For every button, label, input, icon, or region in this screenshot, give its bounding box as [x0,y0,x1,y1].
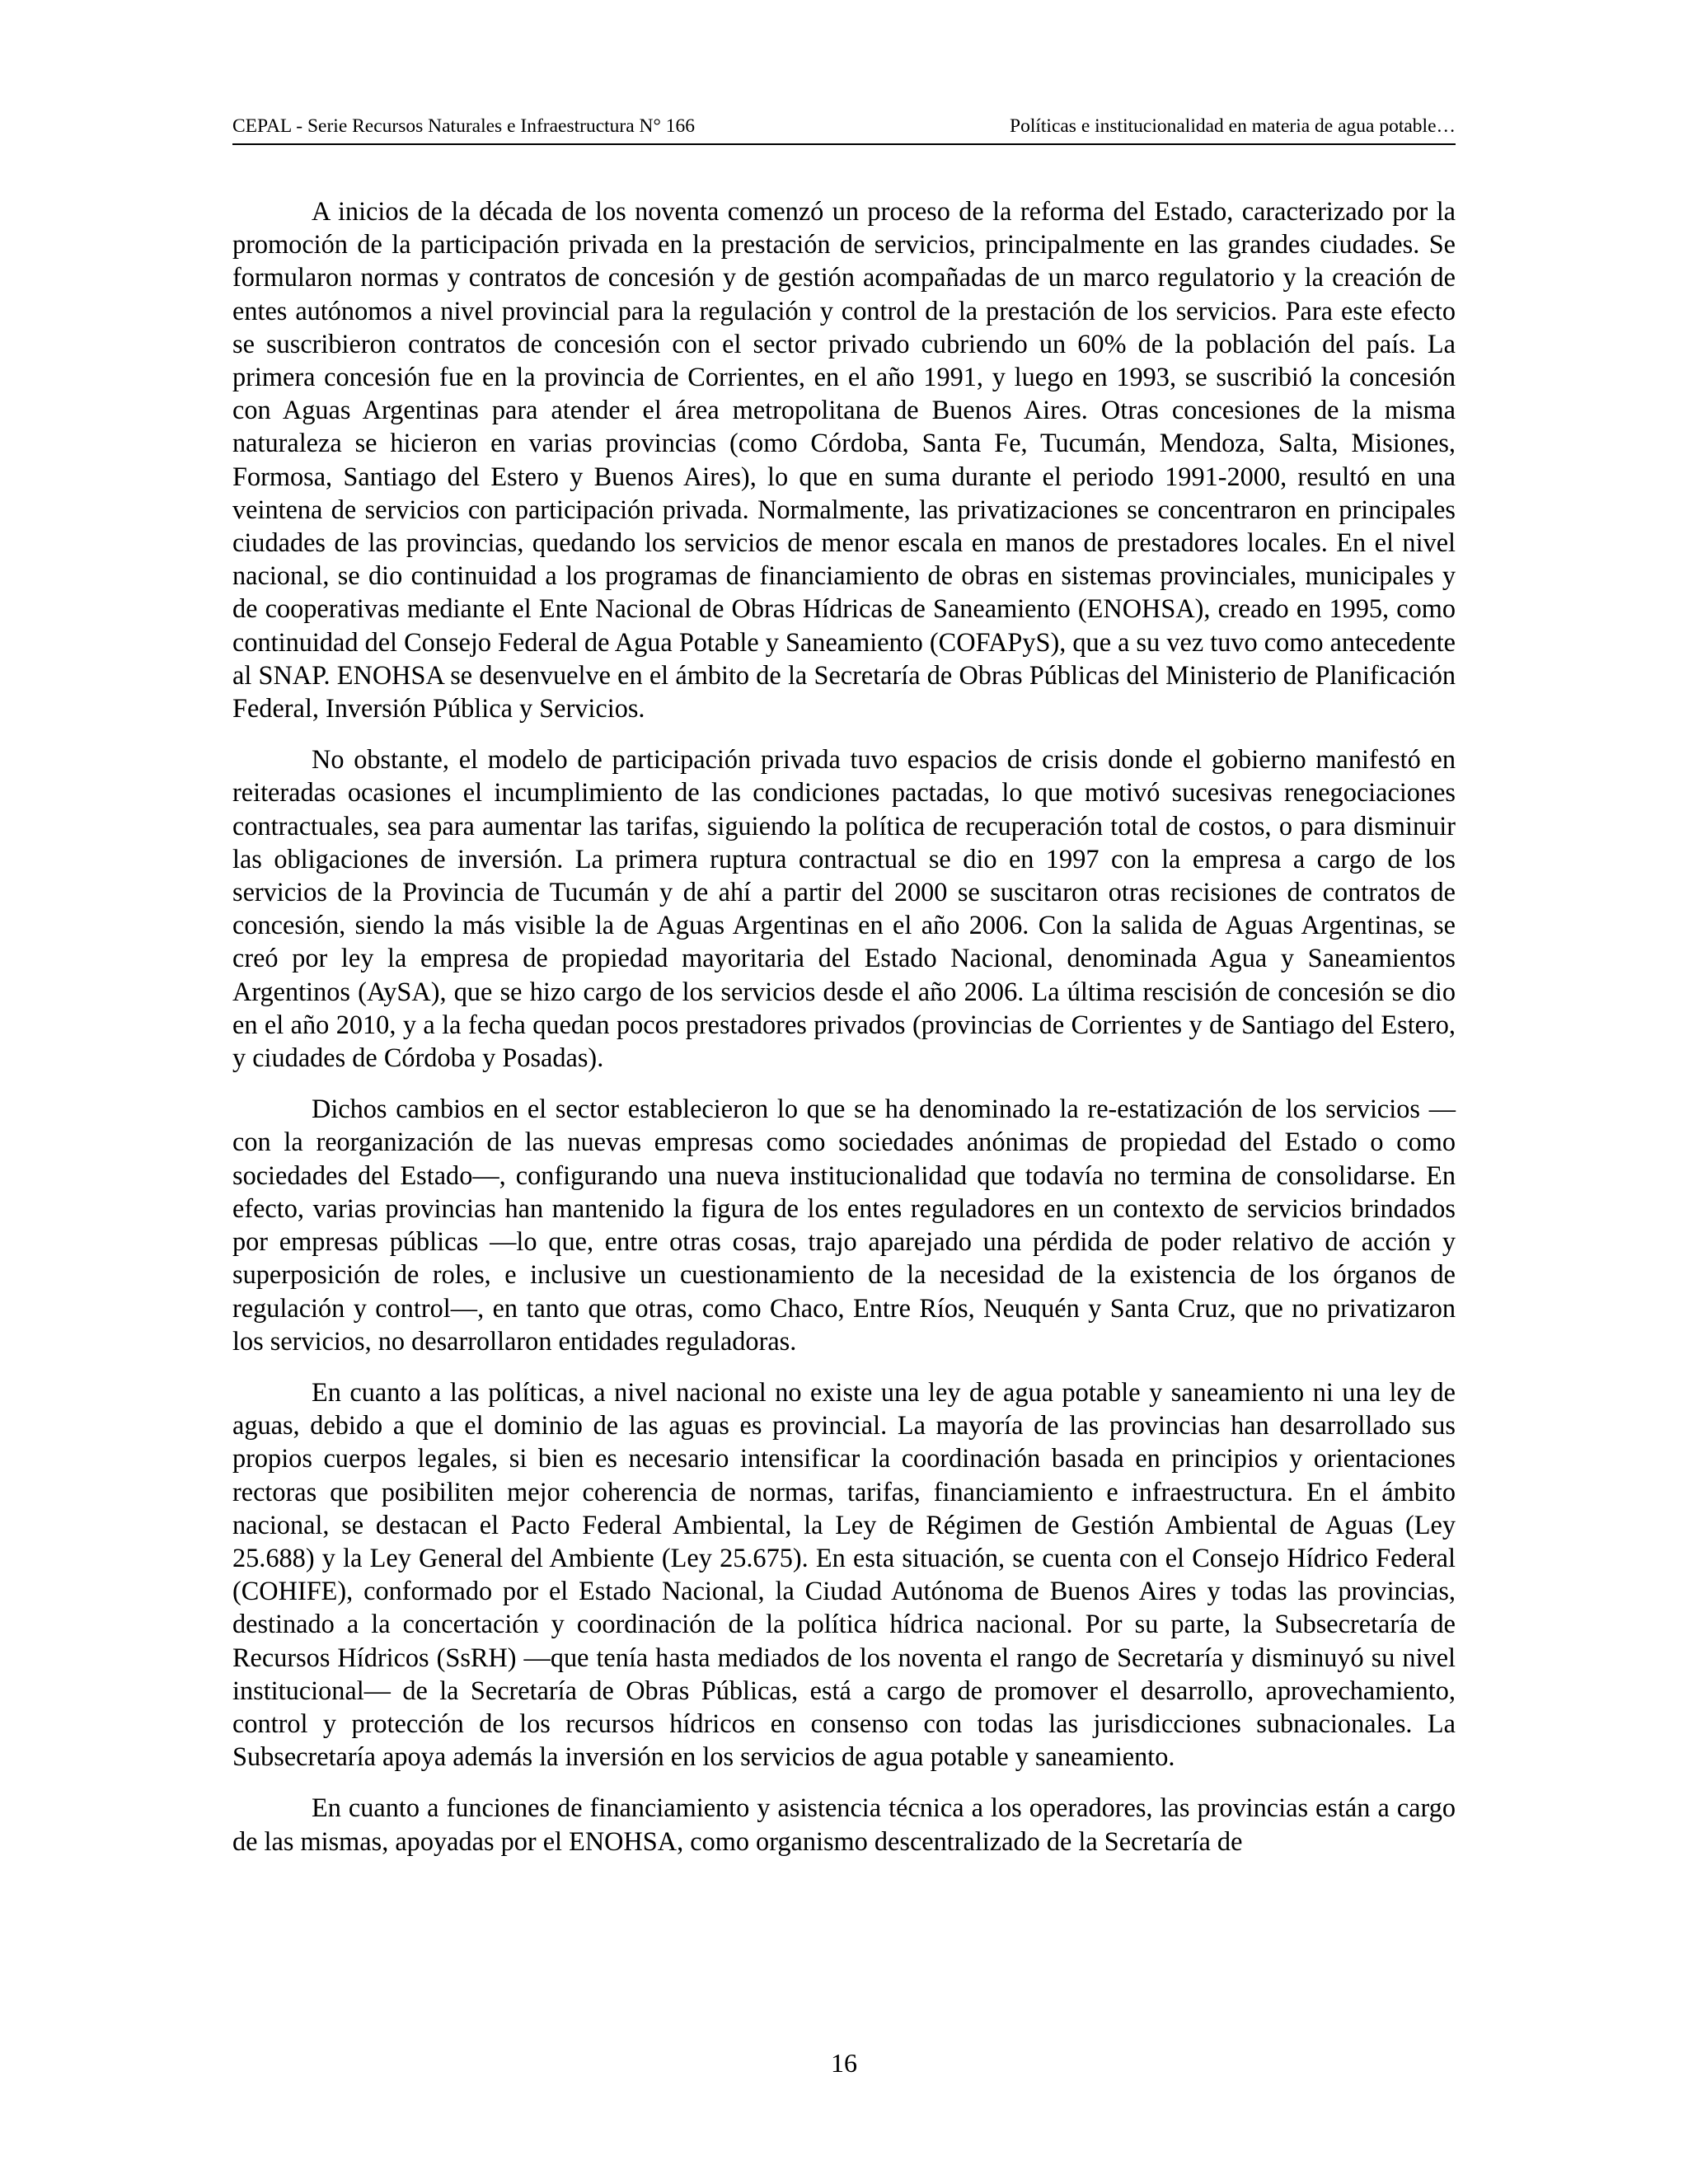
paragraph-financing-functions: En cuanto a funciones de financiamiento y asistencia técnica a los operadores, las provincias están a cargo de las mismas, apoyadas por el ENOHSA, como organismo descentralizado de la Secretaría de [232,1793,1456,1856]
running-header [232,114,1456,145]
paragraph-national-policies: En cuanto a las políticas, a nivel nacional no existe una ley de agua potable y saneamiento ni una ley de aguas, debido a que el dominio de las aguas es provincial. La mayoría de las provincias han desarrollado sus propios cuerpos legales, si bien es necesario intensificar la coordinación basada en principios y orientaciones rectoras que posibiliten mejor coherencia de normas, tarifas, financiamiento e infraestructura. En el ámbito nacional, se destacan el Pacto Federal Ambiental, la Ley de Régimen de Gestión Ambiental de Aguas (Ley 25.688) y la Ley General del Ambiente (Ley 25.675). En esta situación, se cuenta con el Consejo Hídrico Federal (COHIFE), conformado por el Estado Nacional, la Ciudad Autónoma de Buenos Aires y todas las provincias, destinado a la concertación y coordinación de la política hídrica nacional. Por su parte, la Subsecretaría de Recursos Hídricos (SsRH) —que tenía hasta mediados de los noventa el rango de Secretaría y disminuyó su nivel institucional— de la Secretaría de Obras Públicas, está a cargo de promover el desarrollo, aprovechamiento, control y protección de los recursos hídricos en consenso con todas las jurisdicciones subnacionales. La Subsecretaría apoya además la inversión en los servicios de agua potable y saneamiento. [232,1376,1456,1772]
header-document-title: Políticas e institucionalidad en materia de agua potable… [1010,115,1456,137]
body-text [232,194,1456,1876]
page-number: 16 [831,2048,857,2078]
paragraph-re-statization: Dichos cambios en el sector establecieron lo que se ha denominado la re-estatización de los servicios —con la reorganización de las nuevas empresas como sociedades anónimas de propiedad del Estado o como sociedades del Estado—, configurando una nueva institucionalidad que todavía no termina de consolidarse. En efecto, varias provincias han mantenido la figura de los entes reguladores en un contexto de servicios brindados por empresas públicas —lo que, entre otras cosas, trajo aparejado una pérdida de poder relativo de acción y superposición de roles, e inclusive un cuestionamiento de la necesidad de la existencia de los órganos de regulación y control—, en tanto que otras, como Chaco, Entre Ríos, Neuquén y Santa Cruz, que no privatizaron los servicios, no desarrollaron entidades reguladoras. [232,1094,1456,1356]
paragraph-privatization-reform: A inicios de la década de los noventa comenzó un proceso de la reforma del Estado, caracterizado por la promoción de la participación privada en la prestación de servicios, principalmente en las grandes ciudades. Se formularon normas y contratos de concesión y de gestión acompañadas de un marco regulatorio y la creación de entes autónomos a nivel provincial para la regulación y control de la prestación de los servicios. Para este efecto se suscribieron contratos de concesión con el sector privado cubriendo un 60% de la población del país. La primera concesión fue en la provincia de Corrientes, en el año 1991, y luego en 1993, se suscribió la concesión con Aguas Argentinas para atender el área metropolitana de Buenos Aires. Otras concesiones de la misma naturaleza se hicieron en varias provincias (como Córdoba, Santa Fe, Tucumán, Mendoza, Salta, Misiones, Formosa, Santiago del Estero y Buenos Aires), lo que en suma durante el periodo 1991-2000, resultó en una veintena de servicios con participación privada. Normalmente, las privatizaciones se concentraron en principales ciudades de las provincias, quedando los servicios de menor escala en manos de prestadores locales. En el nivel nacional, se dio continuidad a los programas de financiamiento de obras en sistemas provinciales, municipales y de cooperativas mediante el Ente Nacional de Obras Hídricas de Saneamiento (ENOHSA), creado en 1995, como continuidad del Consejo Federal de Agua Potable y Saneamiento (COFAPyS), que a su vez tuvo como antecedente al SNAP. ENOHSA se desenvuelve en el ámbito de la Secretaría de Obras Públicas del Ministerio de Planificación Federal, Inversión Pública y Servicios. [232,196,1456,724]
header-series-title: CEPAL - Serie Recursos Naturales e Infraestructura N° 166 [232,115,696,137]
paragraph-crisis-renegotiation: No obstante, el modelo de participación privada tuvo espacios de crisis donde el gobierno manifestó en reiteradas ocasiones el incumplimiento de las condiciones pactadas, lo que motivó sucesivas renegociaciones contractuales, sea para aumentar las tarifas, siguiendo la política de recuperación total de costos, o para disminuir las obligaciones de inversión. La primera ruptura contractual se dio en 1997 con la empresa a cargo de los servicios de la Provincia de Tucumán y de ahí a partir del 2000 se suscitaron otras recisiones de contratos de concesión, siendo la más visible la de Aguas Argentinas en el año 2006. Con la salida de Aguas Argentinas, se creó por ley la empresa de propiedad mayoritaria del Estado Nacional, denominada Agua y Saneamientos Argentinos (AySA), que se hizo cargo de los servicios desde el año 2006. La última rescisión de concesión se dio en el año 2010, y a la fecha quedan pocos prestadores privados (provincias de Corrientes y de Santiago del Estero, y ciudades de Córdoba y Posadas). [232,744,1456,1073]
